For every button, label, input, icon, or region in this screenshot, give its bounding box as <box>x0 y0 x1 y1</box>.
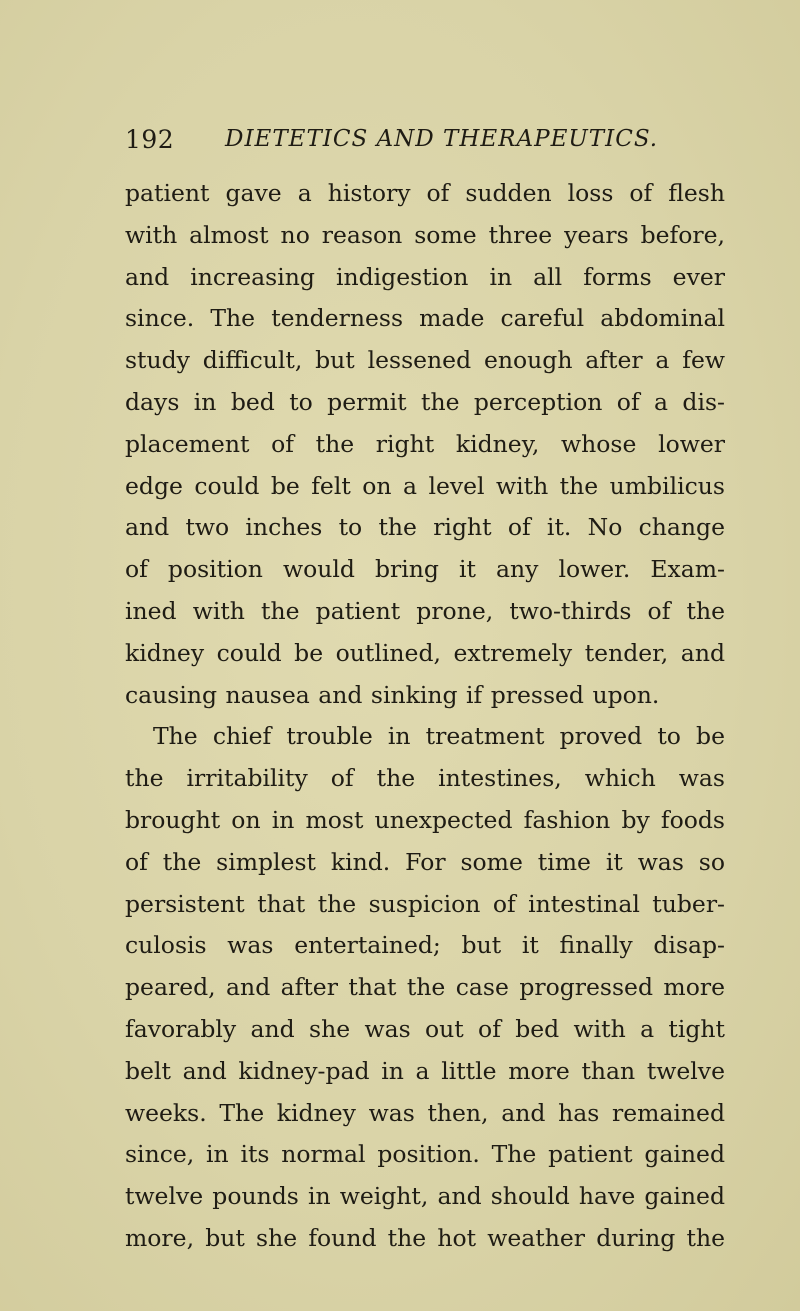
text-line: favorably and she was out of bed with a tight <box>125 1014 725 1043</box>
text-line: since, in its normal position. The patient gained <box>125 1140 725 1169</box>
text-line: days in bed to permit the perception of a dis- <box>125 387 725 416</box>
text-line: the irritability of the intestines, which was <box>125 764 725 793</box>
text-line: weeks. The kidney was then, and has remained <box>125 1098 725 1127</box>
page-number: 192 <box>125 125 175 154</box>
text-line: kidney could be outlined, extremely tender, and <box>125 638 725 667</box>
body-text <box>125 173 725 1260</box>
text-line: placement of the right kidney, whose lower <box>125 429 725 458</box>
text-line: persistent that the suspicion of intestinal tuber- <box>125 889 725 918</box>
text-line: belt and kidney-pad in a little more than twelve <box>125 1056 725 1085</box>
text-line: and increasing indigestion in all forms ever <box>125 262 725 291</box>
text-line: and two inches to the right of it. No change <box>125 513 725 542</box>
text-line: of position would bring it any lower. Exam- <box>125 555 725 584</box>
text-line: causing nausea and sinking if pressed upon. <box>125 680 660 709</box>
text-line: of the simplest kind. For some time it was so <box>125 847 725 876</box>
text-line: since. The tenderness made careful abdominal <box>125 304 725 333</box>
text-line: with almost no reason some three years before, <box>125 220 725 249</box>
text-line: twelve pounds in weight, and should have gained <box>125 1182 725 1211</box>
text-line: edge could be felt on a level with the umbilicus <box>125 471 725 500</box>
running-head <box>125 125 725 161</box>
text-line: brought on in most unexpected fashion by foods <box>125 805 725 834</box>
text-line: culosis was entertained; but it finally disap- <box>125 931 725 960</box>
text-line: The chief trouble in treatment proved to be <box>153 722 725 751</box>
text-line: study difficult, but lessened enough after a few <box>125 346 725 375</box>
text-line: peared, and after that the case progressed more <box>125 973 725 1002</box>
text-line: patient gave a history of sudden loss of flesh <box>125 179 725 207</box>
text-line: ined with the patient prone, two-thirds of the <box>125 596 725 625</box>
text-line: more, but she found the hot weather during the <box>125 1223 725 1252</box>
running-title: DIETETICS AND THERAPEUTICS. <box>225 126 659 152</box>
